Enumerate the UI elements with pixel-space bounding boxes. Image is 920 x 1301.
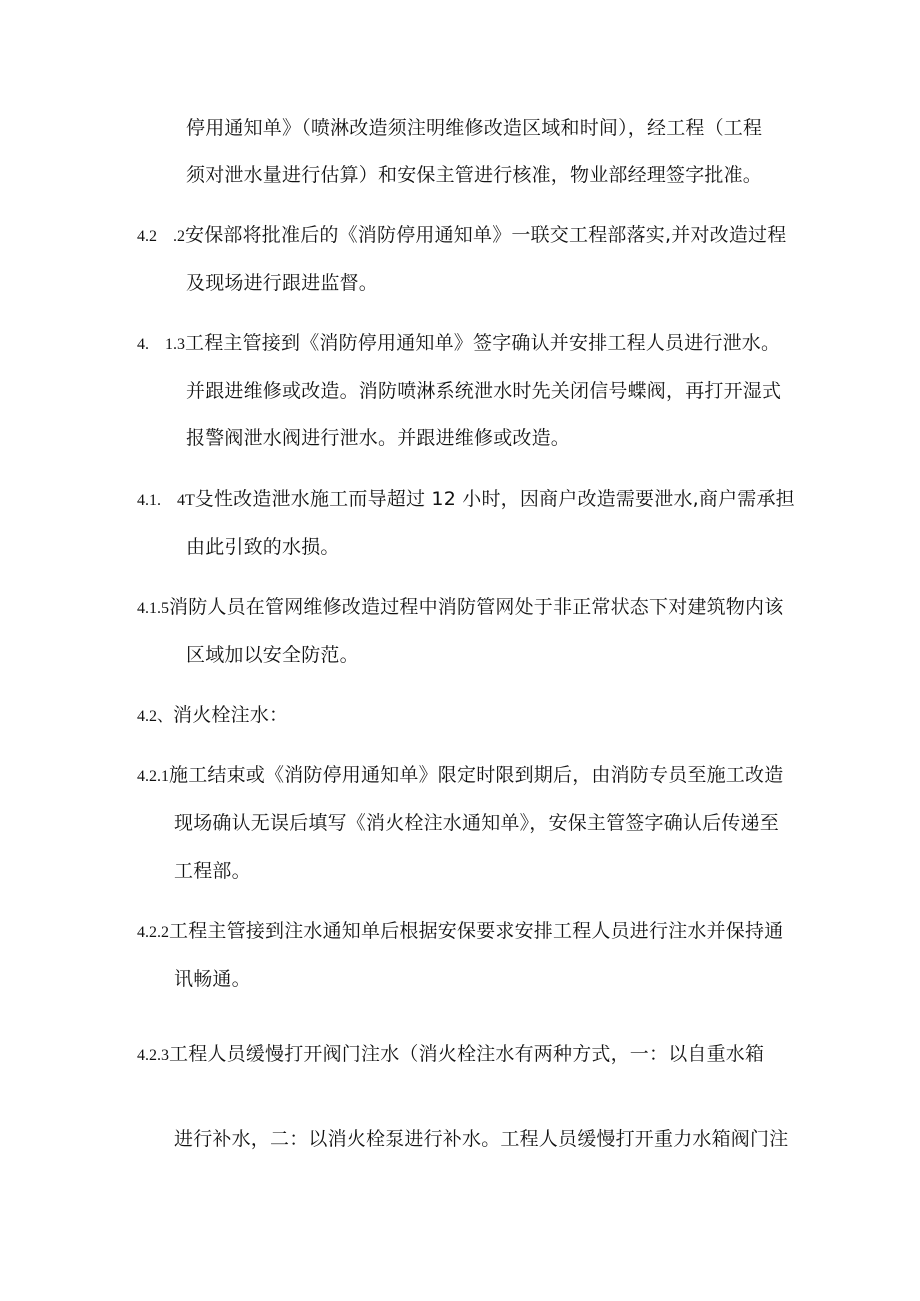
paragraph-line bbox=[186, 642, 359, 668]
line-text: 并跟进维修或改造。消防喷淋系统泄水时先关闭信号蝶阀，再打开湿式 bbox=[186, 380, 782, 402]
paragraph-line bbox=[186, 162, 762, 188]
section-number: 4.2 .2 bbox=[137, 228, 185, 245]
section-number: 4.2.1 bbox=[137, 768, 169, 785]
line-text: 工程主管接到《消防停用通知单》签字确认并安排工程人员进行泄水。 bbox=[185, 332, 781, 354]
paragraph-line bbox=[186, 270, 378, 296]
paragraph-line bbox=[186, 425, 570, 451]
paragraph-line bbox=[174, 966, 251, 992]
line-text: 须对泄水量进行估算）和安保主管进行核准，物业部经理签字批准。 bbox=[186, 164, 763, 186]
paragraph-line bbox=[137, 1041, 764, 1069]
paragraph-line bbox=[137, 222, 786, 250]
paragraph-line bbox=[186, 534, 340, 560]
section-number: 4.2.2 bbox=[137, 924, 169, 941]
paragraph-line bbox=[186, 115, 762, 141]
section-number: 4.2.3 bbox=[137, 1047, 169, 1064]
section-number: 4. 1.3 bbox=[137, 336, 185, 353]
paragraph-line bbox=[137, 594, 783, 622]
line-text: 及现场进行跟进监督。 bbox=[186, 272, 379, 294]
paragraph-line bbox=[174, 858, 251, 884]
line-text: 安保部将批准后的《消防停用通知单》一联交工程部落实,并对改造过程 bbox=[185, 224, 787, 246]
paragraph-line bbox=[137, 486, 795, 514]
section-number: 4.1.5 bbox=[137, 600, 169, 617]
paragraph-line bbox=[174, 1126, 788, 1152]
line-text: 消防人员在管网维修改造过程中消防管网处于非正常状态下对建筑物内该 bbox=[169, 596, 784, 618]
line-text: 工程主管接到注水通知单后根据安保要求安排工程人员进行注水并保持通 bbox=[169, 920, 784, 942]
line-text: 区域加以安全防范。 bbox=[186, 644, 359, 666]
section-number: 4.2、 bbox=[137, 708, 174, 725]
section-heading bbox=[137, 702, 288, 730]
paragraph-line bbox=[137, 330, 780, 358]
line-text: 报警阀泄水阀进行泄水。并跟进维修或改造。 bbox=[186, 427, 571, 449]
line-text: 工程人员缓慢打开阀门注水（消火栓注水有两种方式，一：以自重水箱 bbox=[169, 1043, 765, 1065]
section-number: 4.1. 4T bbox=[137, 492, 195, 509]
line-text: 现场确认无误后填写《消火栓注水通知单》，安保主管签字确认后传递至 bbox=[174, 812, 779, 834]
line-text: 讯畅通。 bbox=[174, 968, 251, 990]
paragraph-line bbox=[137, 762, 783, 790]
paragraph-line bbox=[186, 378, 781, 404]
line-text: 进行补水，二：以消火栓泵进行补水。工程人员缓慢打开重力水箱阀门注 bbox=[174, 1128, 789, 1150]
paragraph-line bbox=[137, 918, 783, 946]
paragraph-line bbox=[174, 810, 779, 836]
line-text: 由此引致的水损。 bbox=[186, 536, 340, 558]
line-text: 施工结束或《消防停用通知单》限定时限到期后，由消防专员至施工改造 bbox=[169, 764, 784, 786]
line-text: 停用通知单》（喷淋改造须注明维修改造区域和时间），经工程（工程 bbox=[186, 117, 763, 139]
line-text: 工程部。 bbox=[174, 860, 251, 882]
line-text: 殳性改造泄水施工而导超过 12 小时，因商户改造需要泄水,商户需承担 bbox=[194, 488, 795, 510]
line-text: 消火栓注水： bbox=[173, 704, 289, 726]
